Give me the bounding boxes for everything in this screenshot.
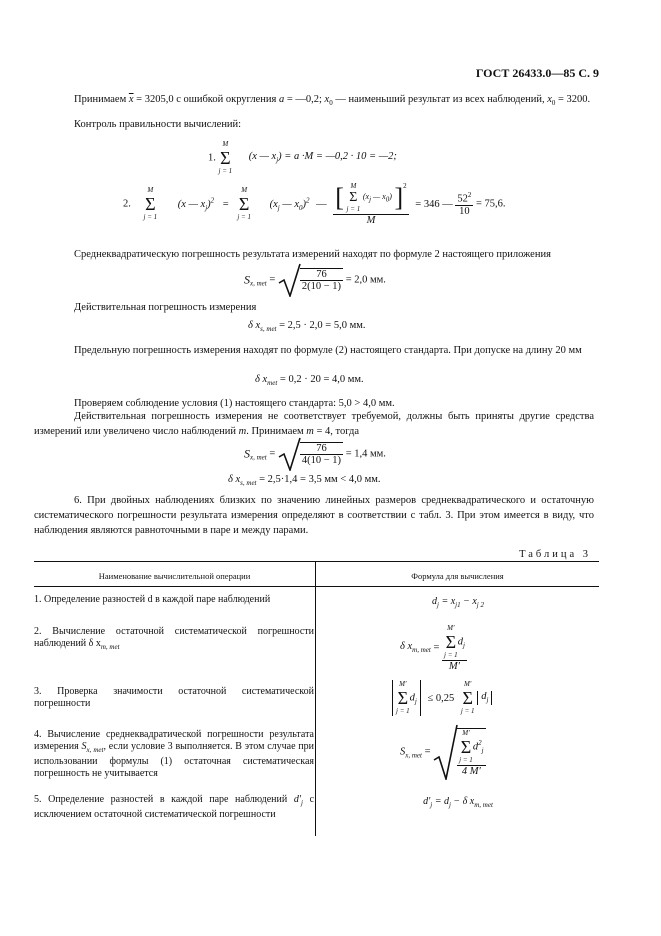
page-header: ГОСТ 26433.0—85 С. 9	[475, 66, 599, 80]
table-row-5-formula: $d'_j = d_j - \delta$ $x_{m, met}$	[423, 796, 493, 809]
equation-2: 2. M Σ j = 1 (x — $x_j)^2$ = M Σ j = 1 ($x_j$ — $x_0)^2$ — [ M Σ j = 1 ($x_j$ — $x_0$) ]$^2$ M = 346 — $\frac{52^2}{10}$ = 75,6.	[123, 182, 506, 226]
sum-symbol: M′ Σ j = 1	[444, 624, 458, 659]
sum-symbol: M Σ j = 1	[346, 182, 361, 213]
sum-symbol: M Σ j = 1	[237, 186, 251, 221]
table-row-2-operation: 2. Вычисление остаточной систематической погрешности наблюдений δ $x_{m, met}$	[34, 626, 314, 651]
table-row-4-formula: $S_{x, met}$ = M′ Σ j = 1 $d^2_j$ 4 M′	[400, 724, 486, 780]
sqrt-symbol	[278, 437, 302, 471]
fraction: M′ Σ j = 1 $d^2_j$ 4 M′	[459, 728, 484, 777]
table-header-rule	[34, 586, 599, 587]
table-row-1-formula: $d_j = x_{j1} - x_{j 2}$	[432, 596, 484, 609]
sum-symbol: M′ Σ j = 1	[459, 728, 473, 764]
table-row-3-operation: 3. Проверка значимости остаточной систематической погрешности	[34, 686, 314, 709]
fraction: $\frac{76}{2(10 - 1)}$	[301, 269, 342, 292]
table-row-3-formula: M′ Σ j = 1 $d_j \le 0,25$ M′ Σ j = 1 $d_j$	[392, 680, 492, 716]
equation-6: $S_{x, met}$ = $\frac{76}{4(10 - 1)}$ = 1,4 мм.	[244, 437, 386, 471]
table-row-1-operation: 1. Определение разностей d в каждой паре наблюдений	[34, 594, 271, 605]
table-row-2-formula: δ $x_{m, met}$ = M′ Σ j = 1 $d_j$ M′	[400, 624, 465, 672]
fraction: M′ Σ j = 1 $d_j$ M′	[444, 624, 465, 672]
equation-1: 1. M Σ j = 1 (x — $x_j) = a \cdot M$ = —0,2 · 10 = —2;	[208, 140, 397, 175]
sum-symbol: M Σ j = 1	[143, 186, 158, 221]
table-row-5-operation: 5. Определение разностей в каждой паре наблюдений $d'_j$ с исключением остаточной систематической погрешности	[34, 794, 315, 820]
table-header-formula: Формула для вычисления	[411, 571, 504, 581]
equation-7: δ $x_{s, met} = 2,5\cdot 1,4 = 3,5$ мм < 4,0 мм.	[228, 474, 381, 488]
table-row-4-operation: 4. Вычисление среднеквадратической погрешности результата измерения $S_{x, met}$, если условие 3 выполняется. В этом случае при использовании формулы (1) остаточная систематическая погрешность не учитывается	[34, 729, 315, 779]
table-header-operation: Наименование вычислительной операции	[98, 571, 251, 581]
fraction: [ M Σ j = 1 ($x_j$ — $x_0$) ]$^2$ M	[335, 182, 407, 226]
sqrt-symbol	[433, 724, 459, 780]
paragraph-1: Принимаем $\overline{x} = 3205,0$ с ошибкой округления a = —0,2; $x_0$ — наименьший результат из всех наблюдений, $x_0 = 3200$.	[74, 94, 591, 108]
paragraph-2: Контроль правильности вычислений:	[74, 119, 242, 130]
paragraph-5: Предельную погрешность измерения находят по формуле (2) настоящего стандарта. При допуске на длину 20 мм	[74, 345, 582, 356]
paragraph-7: Действительная погрешность измерения не соответствует требуемой, должны быть приняты другие средства измерений или увеличено число наблюдений m. Принимаем m = 4, тогда	[34, 411, 594, 437]
sum-symbol: M′ Σ j = 1	[396, 680, 410, 715]
equation-4: δ $x_{s, met} = 2,5 \cdot 2,0 = 5,0$ мм.	[248, 320, 366, 334]
fraction: $\frac{76}{4(10 - 1)}$	[301, 443, 342, 466]
equation-3: $S_{x, met}$ = $\frac{76}{2(10 - 1)}$ = 2,0 мм.	[244, 263, 386, 297]
equation-5: δ $x_{met} = 0,2 \cdot 20 = 4,0$ мм.	[255, 374, 364, 388]
paragraph-6: Проверяем соблюдение условия (1) настоящего стандарта: 5,0 > 4,0 мм.	[74, 398, 395, 409]
sqrt-symbol	[278, 263, 302, 297]
table-column-rule	[315, 561, 316, 836]
paragraph-4: Действительная погрешность измерения	[74, 302, 257, 313]
table-title: Таблица 3	[519, 549, 591, 560]
paragraph-3: Среднеквадратическую погрешность результата измерений находят по формуле 2 настоящего приложения	[74, 249, 551, 260]
paragraph-8: 6. При двойных наблюдениях близких по значению линейных размеров среднеквадратического и остаточную систематического погрешности результата измерения определяют в соответствии с табл. 3. При этом имеется в виду, что наблюдения являются равноточными в паре и между парами.	[34, 495, 594, 536]
table-top-rule	[34, 561, 599, 562]
sum-symbol: M Σ j = 1	[218, 140, 233, 175]
sum-symbol: M′ Σ j = 1	[460, 680, 475, 715]
fraction: $\frac{52^2}{10}$	[457, 191, 472, 217]
